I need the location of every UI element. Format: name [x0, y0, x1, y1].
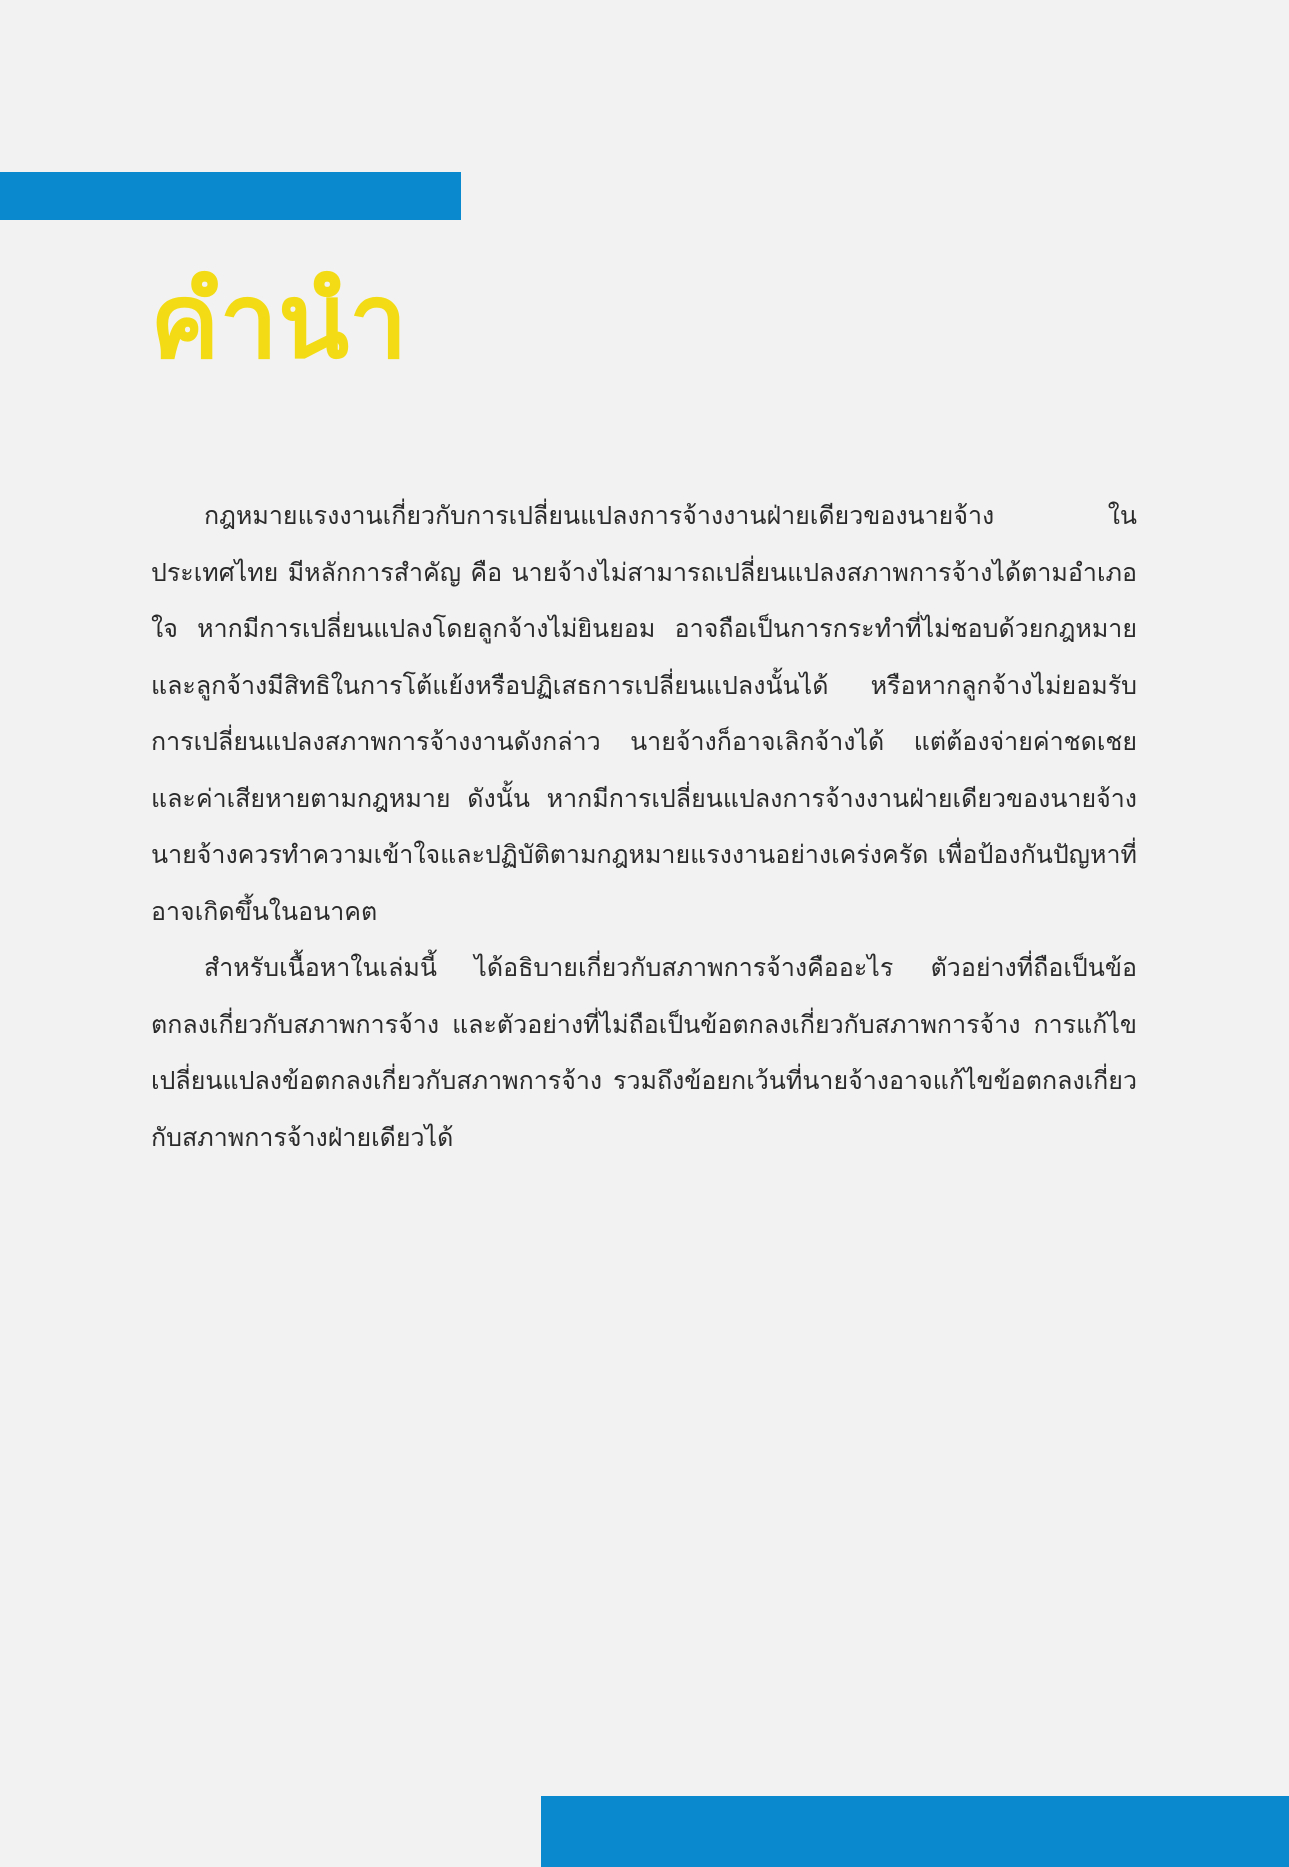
preface-paragraph-1: กฎหมายแรงงานเกี่ยวกับการเปลี่ยนแปลงการจ้างงานฝ่ายเดียวของนายจ้าง ในประเทศไทย มีหลักการสำคัญ คือ นายจ้างไม่สามารถเปลี่ยนแปลงสภาพการจ้างได้ตามอำเภอใจ หากมีการเปลี่ยนแปลงโดยลูกจ้างไม่ยินยอม อาจถือเป็นการกระทำที่ไม่ชอบด้วยกฎหมาย และลูกจ้างมีสิทธิในการโต้แย้งหรือปฏิเสธการเปลี่ยนแปลงนั้นได้ หรือหากลูกจ้างไม่ยอมรับการเปลี่ยนแปลงสภาพการจ้างงานดังกล่าว นายจ้างก็อาจเลิกจ้างได้ แต่ต้องจ่ายค่าชดเชยและค่าเสียหายตามกฎหมาย ดังนั้น หากมีการเปลี่ยนแปลงการจ้างงานฝ่ายเดียวของนายจ้าง นายจ้างควรทำความเข้าใจและปฏิบัติตามกฎหมายแรงงานอย่างเคร่งครัด เพื่อป้องกันปัญหาที่อาจเกิดขึ้นในอนาคต — [151, 501, 1137, 926]
top-accent-bar — [0, 172, 461, 220]
page-title: คำนำ — [150, 260, 408, 382]
bottom-accent-bar — [541, 1796, 1289, 1867]
preface-body — [151, 488, 1137, 1166]
preface-paragraph-2: สำหรับเนื้อหาในเล่มนี้ ได้อธิบายเกี่ยวกับสภาพการจ้างคืออะไร ตัวอย่างที่ถือเป็นข้อตกลงเกี่ยวกับสภาพการจ้าง และตัวอย่างที่ไม่ถือเป็นข้อตกลงเกี่ยวกับสภาพการจ้าง การแก้ไขเปลี่ยนแปลงข้อตกลงเกี่ยวกับสภาพการจ้าง รวมถึงข้อยกเว้นที่นายจ้างอาจแก้ไขข้อตกลงเกี่ยวกับสภาพการจ้างฝ่ายเดียวได้ — [151, 953, 1137, 1152]
